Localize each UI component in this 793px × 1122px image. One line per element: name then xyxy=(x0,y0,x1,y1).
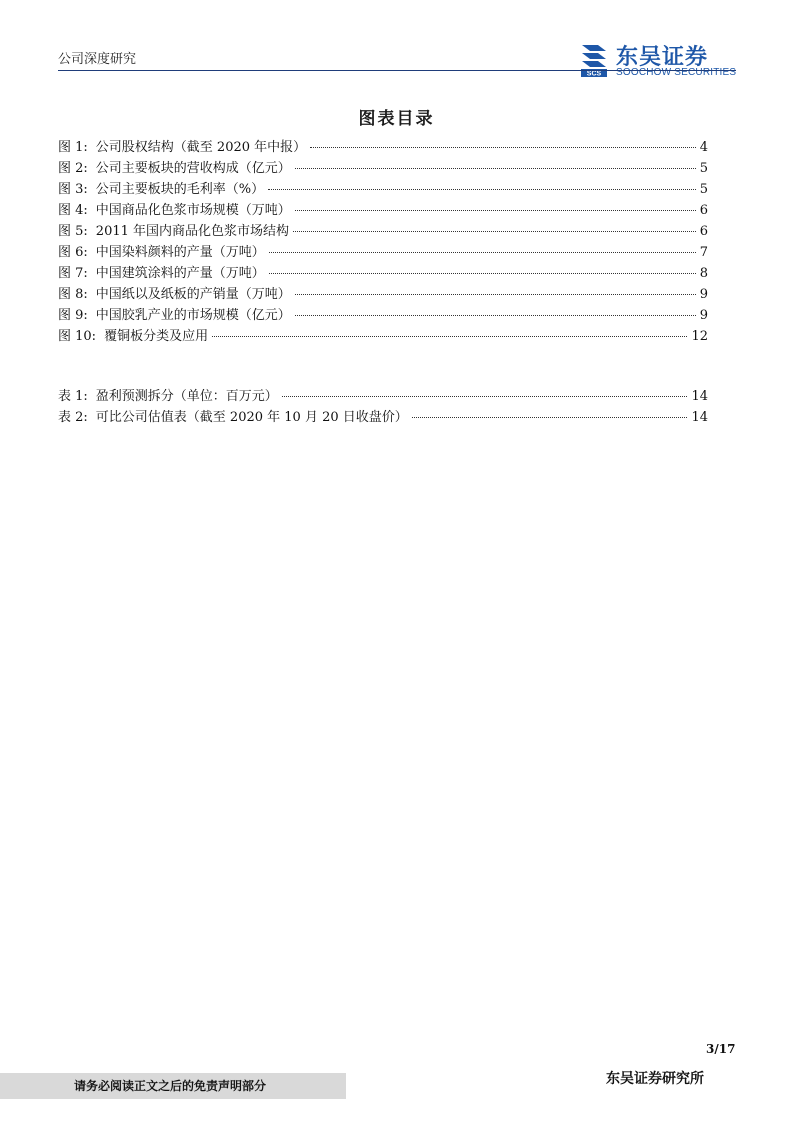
entry-label: 表 1: xyxy=(58,389,88,404)
entry-page-number: 5 xyxy=(699,161,708,176)
entry-title: 公司主要板块的毛利率（%） xyxy=(95,182,265,197)
footer-disclaimer: 请务必阅读正文之后的免责声明部分 xyxy=(74,1079,267,1093)
entry-title: 中国建筑涂料的产量（万吨） xyxy=(95,266,265,281)
entry-page-number: 5 xyxy=(699,182,708,197)
entry-title: 可比公司估值表（截至 2020 年 10 月 20 日收盘价） xyxy=(95,410,408,425)
entry-title: 公司股权结构（截至 2020 年中报） xyxy=(95,140,307,155)
figure-list xyxy=(58,137,708,347)
entry-label: 图 10: xyxy=(58,329,97,344)
soochow-logo-icon xyxy=(578,42,610,78)
entry-page-number: 14 xyxy=(691,410,708,425)
entry-title: 中国商品化色浆市场规模（万吨） xyxy=(95,203,291,218)
entry-page-number: 12 xyxy=(691,329,708,344)
entry-label: 表 2: xyxy=(58,410,88,425)
figure-entry[interactable] xyxy=(58,284,708,305)
entry-label: 图 4: xyxy=(58,203,88,218)
figure-entry[interactable] xyxy=(58,179,708,200)
entry-page-number: 6 xyxy=(699,224,708,239)
figure-entry[interactable] xyxy=(58,137,708,158)
dot-leader xyxy=(212,336,687,337)
entry-page-number: 9 xyxy=(699,308,708,323)
dot-leader xyxy=(269,273,696,274)
entry-page-number: 9 xyxy=(699,287,708,302)
entry-label: 图 9: xyxy=(58,308,88,323)
entry-title: 中国胶乳产业的市场规模（亿元） xyxy=(95,308,291,323)
figure-entry[interactable] xyxy=(58,158,708,179)
entry-page-number: 8 xyxy=(699,266,708,281)
entry-label: 图 2: xyxy=(58,161,88,176)
dot-leader xyxy=(295,315,696,316)
entry-title: 覆铜板分类及应用 xyxy=(104,329,209,344)
dot-leader xyxy=(269,252,696,253)
dot-leader xyxy=(293,231,696,232)
entry-label: 图 7: xyxy=(58,266,88,281)
dot-leader xyxy=(295,210,696,211)
entry-label: 图 5: xyxy=(58,224,88,239)
dot-leader xyxy=(295,168,696,169)
entry-page-number: 14 xyxy=(691,389,708,404)
entry-label: 图 8: xyxy=(58,287,88,302)
entry-page-number: 4 xyxy=(699,140,708,155)
dot-leader xyxy=(310,147,696,148)
entry-label: 图 6: xyxy=(58,245,88,260)
entry-title: 中国纸以及纸板的产销量（万吨） xyxy=(95,287,291,302)
logo-english-name: SOOCHOW SECURITIES xyxy=(616,67,737,78)
footer-organization: 东吴证券研究所 xyxy=(606,1071,704,1087)
entry-title: 中国染料颜料的产量（万吨） xyxy=(95,245,265,260)
table-list xyxy=(58,386,708,428)
dot-leader xyxy=(268,189,696,190)
toc-title: 图表目录 xyxy=(358,109,435,129)
entry-page-number: 7 xyxy=(699,245,708,260)
dot-leader xyxy=(282,396,688,397)
header-rule xyxy=(58,70,736,71)
logo-chinese-name: 东吴证券 xyxy=(616,45,709,70)
figure-entry[interactable] xyxy=(58,221,708,242)
figure-entry[interactable] xyxy=(58,305,708,326)
header-section-label: 公司深度研究 xyxy=(58,52,137,67)
brand-logo xyxy=(578,42,740,82)
entry-title: 公司主要板块的营收构成（亿元） xyxy=(95,161,291,176)
dot-leader xyxy=(295,294,696,295)
table-entry[interactable] xyxy=(58,407,708,428)
entry-label: 图 1: xyxy=(58,140,88,155)
table-entry[interactable] xyxy=(58,386,708,407)
entry-title: 2011 年国内商品化色浆市场结构 xyxy=(95,224,290,239)
figure-entry[interactable] xyxy=(58,200,708,221)
entry-label: 图 3: xyxy=(58,182,88,197)
figure-entry[interactable] xyxy=(58,326,708,347)
entry-title: 盈利预测拆分（单位：百万元） xyxy=(95,389,278,404)
figure-entry[interactable] xyxy=(58,242,708,263)
figure-entry[interactable] xyxy=(58,263,708,284)
dot-leader xyxy=(412,417,688,418)
page-number: 3/17 xyxy=(706,1042,736,1056)
entry-page-number: 6 xyxy=(699,203,708,218)
logo-mark-text: SCS xyxy=(586,70,602,78)
